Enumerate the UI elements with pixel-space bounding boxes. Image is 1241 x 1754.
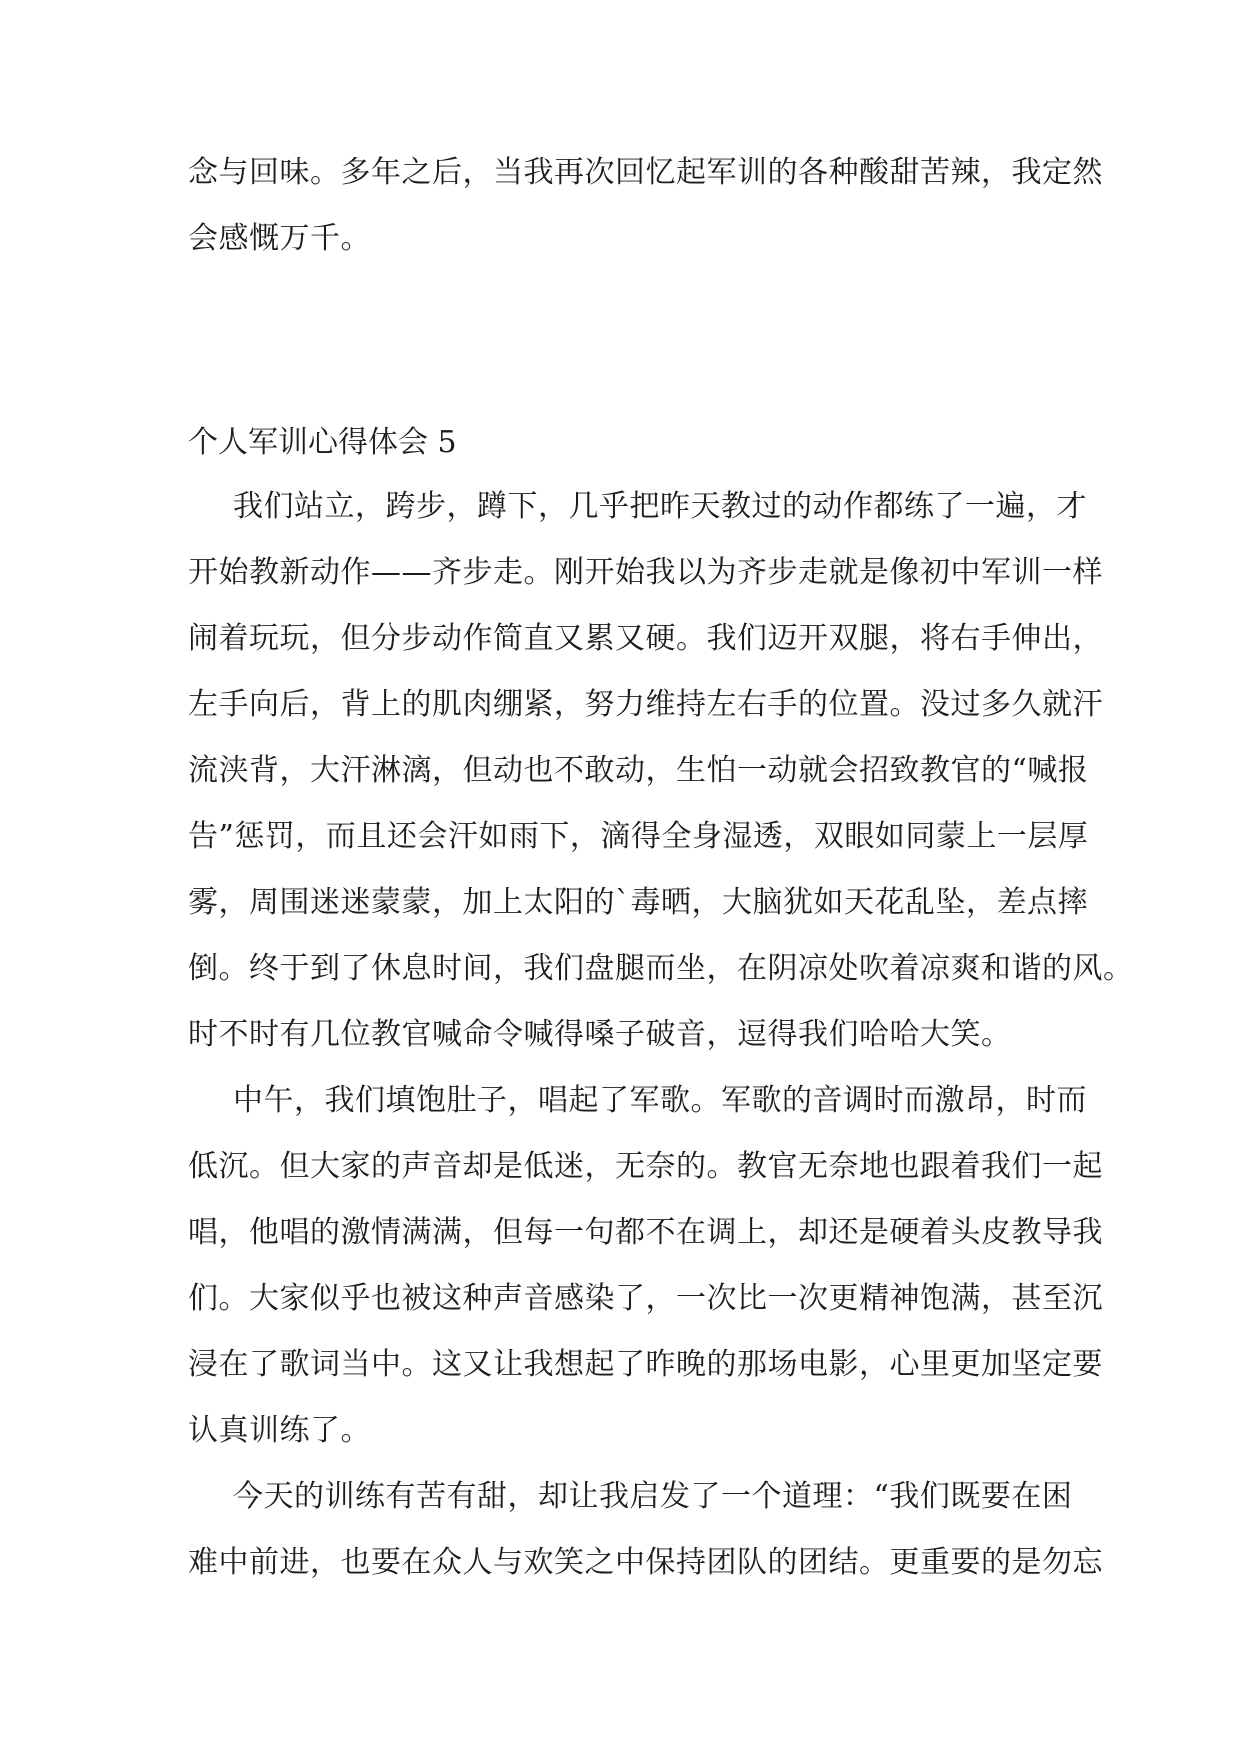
text-line: 会感慨万千。 [188, 221, 371, 256]
text-line: 低沉。但大家的声音却是低迷，无奈的。教官无奈地也跟着我们一起 [188, 1149, 1103, 1184]
intro-text [188, 140, 1103, 272]
text-line: 念与回味。多年之后，当我再次回忆起军训的各种酸甜苦辣，我定然 [188, 155, 1103, 190]
text-line: 时不时有几位教官喊命令喊得嗓子破音，逗得我们哈哈大笑。 [188, 1017, 1012, 1052]
paragraph-3 [188, 1464, 1103, 1596]
text-line: 中午，我们填饱肚子，唱起了军歌。军歌的音调时而激昂，时而 [233, 1083, 1087, 1118]
text-line: 今天的训练有苦有甜，却让我启发了一个道理：“我们既要在困 [233, 1479, 1073, 1514]
text-line: 认真训练了。 [188, 1413, 371, 1448]
text-line: 我们站立，跨步，蹲下，几乎把昨天教过的动作都练了一遍，才 [233, 489, 1087, 524]
text-line: 雾，周围迷迷蒙蒙，加上太阳的`毒晒，大脑犹如天花乱坠，差点摔 [188, 885, 1088, 920]
text-line: 告”惩罚，而且还会汗如雨下，滴得全身湿透，双眼如同蒙上一层厚 [188, 819, 1089, 854]
text-line: 唱，他唱的激情满满，但每一句都不在调上，却还是硬着头皮教导我 [188, 1215, 1103, 1250]
paragraph-2 [188, 1068, 1103, 1464]
paragraph-1 [188, 474, 1134, 1068]
text-line: 左手向后，背上的肌肉绷紧，努力维持左右手的位置。没过多久就汗 [188, 687, 1103, 722]
text-line: 开始教新动作——齐步走。刚开始我以为齐步走就是像初中军训一样 [188, 555, 1103, 590]
text-line: 浸在了歌词当中。这又让我想起了昨晚的那场电影，心里更加坚定要 [188, 1347, 1103, 1382]
text-line: 难中前进，也要在众人与欢笑之中保持团队的团结。更重要的是勿忘 [188, 1545, 1103, 1580]
text-line: 们。大家似乎也被这种声音感染了，一次比一次更精神饱满，甚至沉 [188, 1281, 1103, 1316]
text-line: 闹着玩玩，但分步动作简直又累又硬。我们迈开双腿，将右手伸出， [188, 621, 1103, 656]
section-title: 个人军训心得体会 5 [188, 425, 457, 460]
text-line: 流浃背，大汗淋漓，但动也不敢动，生怕一动就会招致教官的“喊报 [188, 753, 1089, 788]
text-line: 倒。终于到了休息时间，我们盘腿而坐，在阴凉处吹着凉爽和谐的风。 [188, 951, 1134, 986]
